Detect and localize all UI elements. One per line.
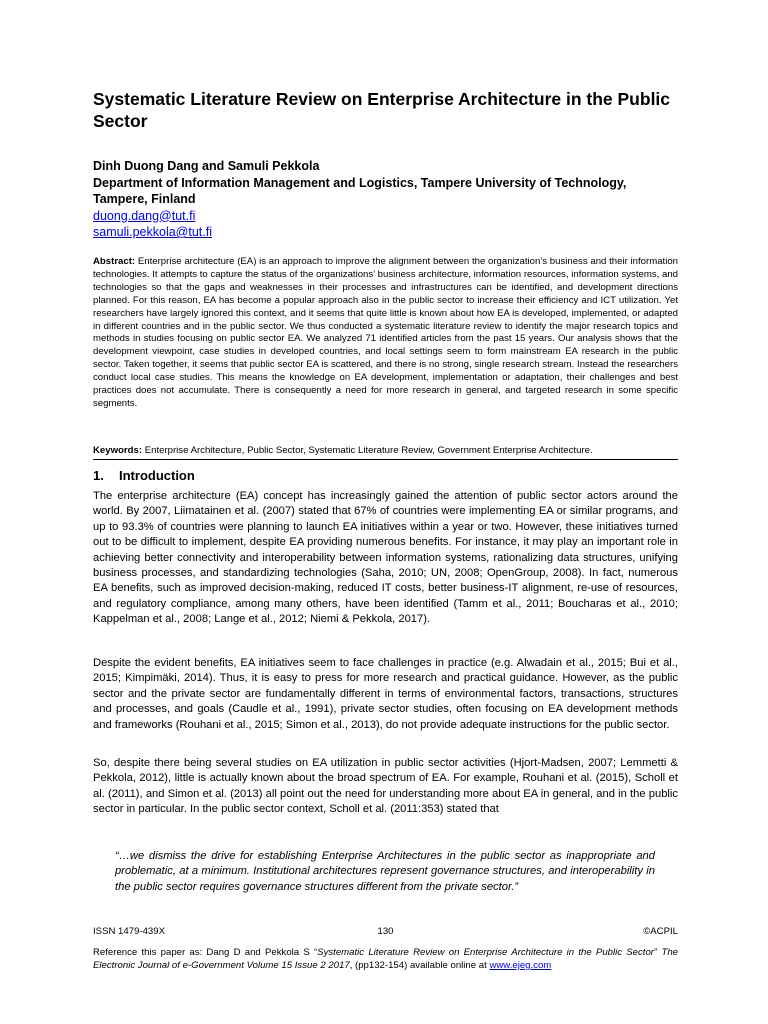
email-link-pekkola[interactable]: samuli.pekkola@tut.fi (93, 225, 212, 239)
journal-website-link[interactable]: www.ejeg.com (489, 960, 552, 971)
keywords (93, 444, 678, 457)
reference-suffix: , (pp132-154) available online at (349, 960, 490, 971)
keywords-text: Enterprise Architecture, Public Sector, Systematic Literature Review, Government Enterprise Architecture. (144, 445, 593, 456)
page-footer (93, 925, 678, 939)
citation-reference (93, 946, 678, 972)
reference-journal: The Electronic Journal of e-Government Volume 15 Issue 2 2017 (93, 947, 678, 971)
paragraph-1: The enterprise architecture (EA) concept has increasingly gained the attention of public sector actors around the world. By 2007, Liimatainen et al. (2007) stated that 67% of countries were implementing EA or similar programs, and up to 93.3% of countries were planning to launch EA initiatives within a year or two. However, these initiatives turned out to be difficult to implement, despite EA providing numerous benefits. For instance, it may play an important role in achieving better connectivity and interoperability between information systems, rationalizing data structures, unifying business processes, and standardizing technologies (Saha, 2010; UN, 2008; OpenGroup, 2008). In fact, numerous EA benefits, such as improved decision-making, reduced IT costs, better business-IT alignment, re-use of resources, and regulatory compliance, among many others, have been identified (Tamm et al., 2011; Boucharas et al., 2010; Kappelman et al., 2008; Lange et al., 2012; Niemi & Pekkola, 2017). (93, 490, 678, 626)
keywords-label: Keywords: (93, 445, 143, 456)
issn: ISSN 1479-439X (93, 926, 165, 937)
section-divider (93, 459, 678, 460)
author-affiliation: Department of Information Management and Logistics, Tampere University of Technology, Tampere, Finland (93, 175, 627, 206)
section-title: Introduction (119, 468, 195, 483)
email-link-dang[interactable]: duong.dang@tut.fi (93, 208, 196, 223)
reference-prefix: Reference this paper as: Dang D and Pekkola S “ (93, 947, 318, 958)
reference-paper-title: Systematic Literature Review on Enterprise Architecture in the Public Sector (317, 947, 655, 958)
reference-mid: ” (654, 947, 662, 958)
page-number: 130 (377, 926, 394, 937)
abstract (93, 256, 678, 411)
paper-title: Systematic Literature Review on Enterprise Architecture in the Public Sector (93, 89, 671, 131)
section-heading (93, 467, 195, 484)
abstract-text: Enterprise architecture (EA) is an approach to improve the alignment between the organization’s business and their information technologies. It attempts to capture the status of the organizations’ business architecture, information resources, information systems, and technologies so that the gaps and weaknesses in their processes and infrastructures can be identified, and development directions planned. For this reason, EA has become a popular approach also in the public sector to increase their efficiency and ICT utilization. Yet researchers have largely ignored this context, and it seems that quite little is known about how EA is developed, implemented, or adapted in different countries and in the public sector. We thus conducted a systematic literature review to identify the major research topics and methods in studies focusing on public sector EA. We analyzed 71 identified articles from the past 15 years. Our analysis shows that the development viewpoint, case studies in developed countries, and local settings seem to form mainstream EA research in the public sector. Taken together, it seems that public sector EA is scattered, and there is no strong, single research stream. Instead the researchers conduct local case studies. This means the knowledge on EA development, implementation or adaptation, their challenges and best practices does not accumulate. There is consequently a need for more research in general, and targeted research in some specific segments. (93, 256, 678, 409)
copyright: ©ACPIL (643, 926, 678, 937)
abstract-label: Abstract: (93, 256, 136, 267)
author-names: Dinh Duong Dang and Samuli Pekkola (93, 159, 320, 173)
author-block (93, 158, 678, 241)
paragraph-3: So, despite there being several studies on EA utilization in public sector activities (Hjort-Madsen, 2007; Lemmetti & Pekkola, 2012), little is actually known about the broad spectrum of EA. For example, Rouhani et al. (2015), Scholl et al. (2011), and Simon et al. (2013) all point out the need for understanding more about EA in general, and in the public sector in particular. In the public sector context, Scholl et al. (2011:353) stated that (93, 757, 678, 816)
paragraph-2: Despite the evident benefits, EA initiatives seem to face challenges in practice (e.g. Alwadain et al., 2015; Bui et al., 2015; Kimpimäki, 2014). Thus, it is easy to press for more research and practical guidance. However, as the public sector and the private sector are fundamentally different in terms of environmental factors, transactions, structures and processes, and goals (Caudle et al., 1991), private sector studies, often focusing on EA development methods and frameworks (Rouhani et al., 2015; Simon et al., 2013), do not provide adequate instructions for the public sector. (93, 657, 678, 731)
section-number: 1. (93, 468, 104, 483)
block-quote: “…we dismiss the drive for establishing Enterprise Architectures in the public sector as inappropriate and problematic, at a minimum. Institutional architectures represent governance structures, and interoperability in the public sector requires governance structures different from the private sector.” (115, 850, 655, 893)
